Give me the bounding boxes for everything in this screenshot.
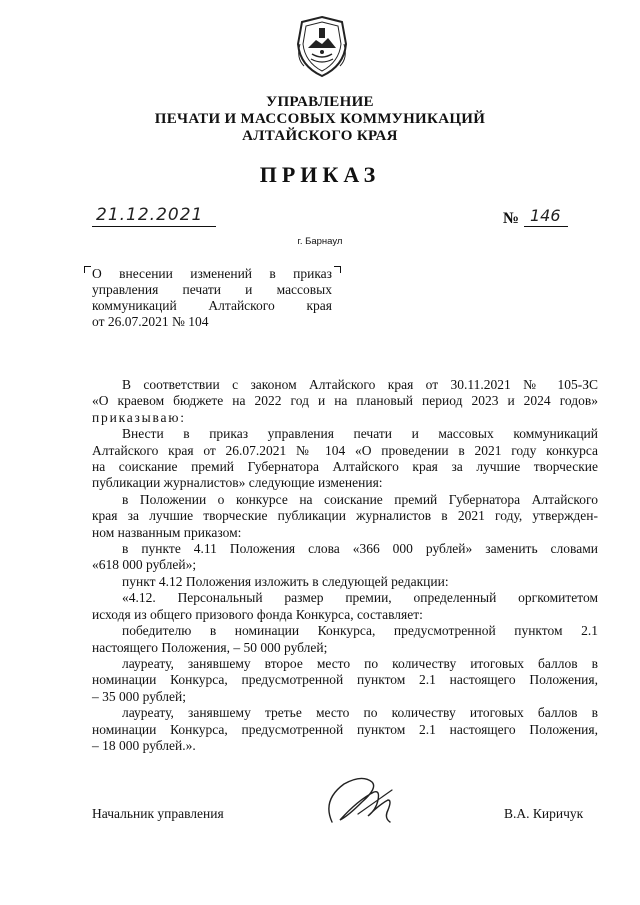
org-name-line-3: АЛТАЙСКОГО КРАЯ (242, 128, 398, 144)
body-line: ном названным приказом: (92, 524, 242, 540)
body-line: публикации журналистов» следующие изменения: (92, 475, 383, 491)
body-line: лауреату, занявшему второе место по количеству итоговых баллов в (122, 655, 598, 671)
signatory-position: Начальник управления (92, 806, 224, 821)
body-line: настоящего Положения, – 50 000 рублей; (92, 639, 328, 655)
body-line: исходя из общего призового фонда Конкурса, составляет: (92, 606, 423, 622)
body-line: победителю в номинации Конкурса, предусмотренной пунктом 2.1 (122, 623, 598, 639)
body-line: «4.12. Персональный размер премии, определенный оргкомитетом (122, 590, 598, 606)
body-line: лауреату, занявшему третье место по количеству итоговых баллов в (122, 705, 598, 721)
body-line: приказываю: (92, 409, 186, 425)
body-line: на соискание премий Губернатора Алтайского края за лучшие творческие (92, 459, 598, 475)
body-line: номинации Конкурса, предусмотренной пунктом 2.1 настоящего Положения, (92, 672, 598, 688)
body-line: края за лучшие творческие публикации журналистов в 2021 году, утвержден- (92, 508, 598, 524)
number-label: № (503, 210, 520, 227)
city: г. Барнаул (297, 236, 343, 247)
body-line: В соответствии с законом Алтайского края от 30.11.2021 № 105-ЗС (122, 377, 598, 392)
body-line: Внести в приказ управления печати и массовых коммуникаций (122, 426, 598, 442)
body-line: в Положении о конкурсе на соискание премий Губернатора Алтайского (122, 491, 598, 507)
order-body (92, 377, 598, 754)
signatory-name: В.А. Киричук (504, 806, 584, 821)
subject-line: коммуникаций Алтайского края (92, 298, 332, 313)
subject-bracket-right (334, 266, 341, 273)
org-name-line-1: УПРАВЛЕНИЕ (266, 94, 374, 110)
body-line: номинации Конкурса, предусмотренной пунктом 2.1 настоящего Положения, (92, 721, 598, 737)
subject-line: от 26.07.2021 № 104 (92, 314, 209, 329)
body-line: пункт 4.12 Положения изложить в следующей редакции: (122, 573, 449, 589)
subject-line: О внесении изменений в приказ (92, 266, 332, 281)
handwritten-signature-icon (318, 770, 408, 834)
subject-block (92, 266, 332, 330)
body-line: – 35 000 рублей; (92, 688, 187, 704)
body-line: в пункте 4.11 Положения слова «366 000 рублей» заменить словами (122, 541, 598, 557)
org-name-line-2: ПЕЧАТИ И МАССОВЫХ КОММУНИКАЦИЙ (154, 111, 486, 127)
subject-bracket-left (84, 266, 91, 273)
order-date: 21.12.2021 (96, 205, 204, 225)
date-underline (92, 226, 216, 227)
document-title: ПРИКАЗ (259, 162, 381, 187)
order-number: 146 (530, 206, 561, 225)
body-line: «618 000 рублей»; (92, 557, 197, 573)
subject-line: управления печати и массовых (92, 282, 332, 297)
body-line: Алтайского края от 26.07.2021 № 104 «О проведении в 2021 году конкурса (92, 442, 598, 458)
coat-of-arms-icon (294, 14, 350, 80)
body-line: – 18 000 рублей.». (92, 737, 196, 753)
body-line: «О краевом бюджете на 2022 год и на плановый период 2023 и 2024 годов» (92, 393, 598, 409)
number-underline (524, 226, 568, 227)
